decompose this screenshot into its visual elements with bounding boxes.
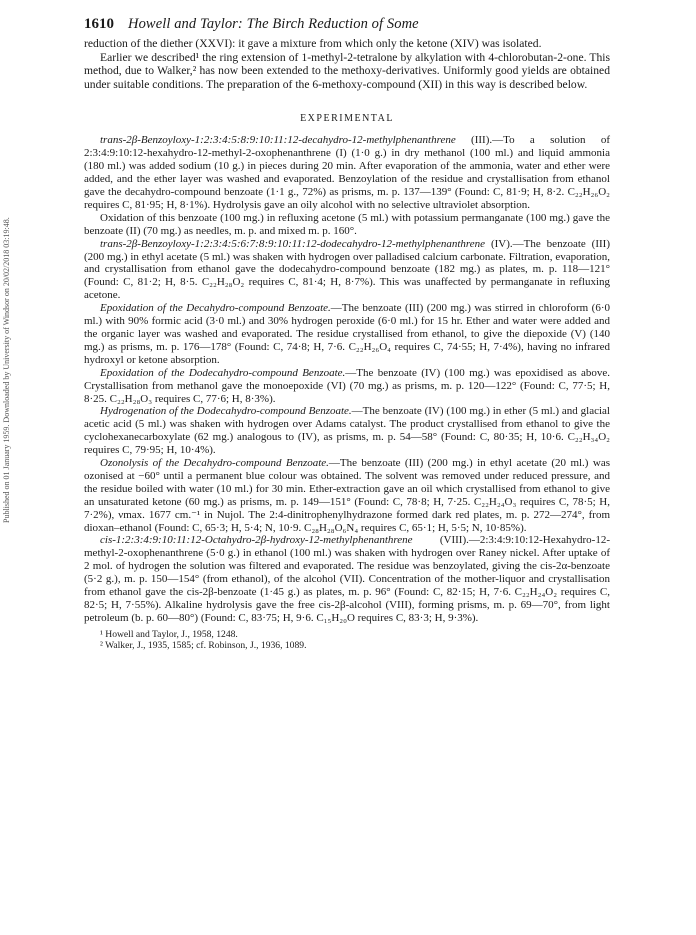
footnote: ² Walker, J., 1935, 1585; cf. Robinson, J., 1936, 1089. bbox=[100, 639, 307, 651]
journal-page bbox=[84, 16, 610, 651]
paragraph-lead: cis-1:2:3:4:9:10:11:12-Octahydro-2β-hydroxy-12-methylphenanthrene bbox=[100, 534, 413, 547]
paragraph-body: (III).—To a solution of 2:3:4:9:10:12-hexahydro-12-methyl-2-oxophenanthrene (I) (1·0 g.) in dry methanol (100 ml.) and liquid ammonia (180 ml.) was added sodium (10 g.) in pieces during 20 min. After evaporation of the ammonia, water and ether were added, and the ether layer was washed and evaporated. Benzoylation of the residue and crystallisation from ethanol gave the decahydro-compound benzoate (1·1 g., 72%) as prisms, m. p. 137—139° (Found: C, 81·9; H, 8·2. C₂₂H₂₆O₂ requires C, 81·95; H, 8·1%). Hydrolysis gave an oily alcohol with no selective ultraviolet absorption. bbox=[84, 134, 610, 211]
experimental-paragraph bbox=[84, 212, 610, 238]
paragraph-lead: Ozonolysis of the Decahydro-compound Benzoate. bbox=[100, 457, 329, 470]
experimental-paragraph bbox=[84, 238, 610, 303]
paragraph-body: (IV).—The benzoate (III) (200 mg.) in ethyl acetate (5 ml.) was shaken with hydrogen over palladised calcium carbonate. Filtration, evaporation, and crystallisation from ethanol gave the dodecahydro-compound benzoate (182 mg.) as plates, m. p. 118—121° (Found: C, 81·2; H, 8·5. C₂₂H₂₈O₂ requires C, 81·4; H, 8·7%). This was unaffected by permanganate in refluxing acetone. bbox=[84, 237, 610, 302]
paragraph-lead: trans-2β-Benzoyloxy-1:2:3:4:5:6:7:8:9:10:11:12-dodecahydro-12-methylphenanthrene bbox=[100, 237, 486, 250]
paragraph-body: —The benzoate (III) (200 mg.) was stirred in chloroform (6·0 ml.) with 90% formic acid (3·0 ml.) and 30% hydrogen peroxide (6·0 ml.) for 15 hr. Ether and water were added and the organic layer was washed and evaporated. The residue crystallised from ethanol, to give the diepoxide (V) (140 mg.) as prisms, m. p. 176—178° (Found: C, 74·8; H, 7·6. C₂₂H₂₆O₄ requires C, 74·55; H, 7·4%), having no infrared hydroxyl or ketone absorption. bbox=[84, 302, 610, 366]
intro-paragraph: Earlier we described¹ the ring extension of 1-methyl-2-tetralone by alkylation with 4-chlorobutan-2-one. This method, due to Walker,² has now been extended to the methoxy-derivatives. Uniformly good yields are obtained under suitable conditions. The preparation of the 6-methoxy-compound (XII) in this way is described below. bbox=[84, 50, 610, 91]
experimental-paragraph bbox=[84, 405, 610, 457]
page-header bbox=[84, 16, 610, 33]
experimental-paragraph bbox=[84, 457, 610, 534]
section-heading: EXPERIMENTAL bbox=[300, 113, 394, 125]
paragraph-lead: trans-2β-Benzoyloxy-1:2:3:4:5:8:9:10:11:12-decahydro-12-methylphenanthrene bbox=[100, 134, 456, 147]
paragraph-body: —The benzoate (IV) (100 mg.) was epoxidised as above. Crystallisation from methanol gave the monoepoxide (VI) (70 mg.) as prisms, m. p. 120—122° (Found: C, 77·5; H, 8·25. C₂₂H₂₈O₃ requires C, 77·6; H, 8·3%). bbox=[84, 366, 610, 405]
experimental-paragraph bbox=[84, 134, 610, 211]
paragraph-body: Oxidation of this benzoate (100 mg.) in refluxing acetone (5 ml.) with potassium permanganate (100 mg.) gave the benzoate (II) (70 mg.) as needles, m. p. and mixed m. p. 160°. bbox=[84, 211, 610, 237]
paragraph-lead: Hydrogenation of the Dodecahydro-compound Benzoate. bbox=[100, 405, 352, 418]
paragraph-body: (VIII).—2:3:4:9:10:12-Hexahydro-12-methyl-2-oxophenanthrene (5·0 g.) in ethanol (100 ml.) was shaken with hydrogen over Raney nickel. After uptake of 2 mol. of hydrogen the solution was filtered and evaporated. The residue was benzoylated, giving the cis-2α-benzoate (5·2 g.), m. p. 150—154° (from ethanol), of the alcohol (VII). Concentration of the mother-liquor and crystallisation from ethanol gave the cis-2β-benzoate (1·45 g.) as plates, m. p. 96° (Found: C, 82·15; H, 7·6. C₂₂H₂₄O₂ requires C, 82·5; H, 7·55%). Alkaline hydrolysis gave the free cis-2β-alcohol (VIII), forming prisms, m. p. 69—70°, from light petroleum (b. p. 60—80°) (Found: C, 83·75; H, 9·6. C₁₅H₂₀O requires C, 83·3; H, 9·3%). bbox=[84, 534, 610, 624]
paragraph-lead: Epoxidation of the Dodecahydro-compound Benzoate. bbox=[100, 366, 346, 379]
experimental-paragraph bbox=[84, 367, 610, 406]
experimental-section bbox=[84, 134, 610, 624]
page-number: 1610 bbox=[84, 16, 114, 32]
experimental-paragraph bbox=[84, 534, 610, 624]
intro-text bbox=[84, 37, 610, 91]
footnote: ¹ Howell and Taylor, J., 1958, 1248. bbox=[100, 628, 238, 640]
paragraph-body: —The benzoate (IV) (100 mg.) in ether (5 ml.) and glacial acetic acid (5 ml.) was shaken with hydrogen over Adams catalyst. The product crystallised from ethanol to give the cyclohexanecarboxylate (62 mg.) analogous to (IV), as prisms, m. p. 54—58° (Found: C, 80·35; H, 10·6. C₂₂H₃₄O₂ requires C, 79·95; H, 10·4%). bbox=[84, 405, 610, 457]
intro-paragraph: reduction of the diether (XXVI): it gave a mixture from which only the ketone (XIV) was isolated. bbox=[84, 37, 542, 50]
paragraph-body: —The benzoate (III) (200 mg.) in ethyl acetate (20 ml.) was ozonised at −60° until a permanent blue colour was obtained. The solvent was removed under reduced pressure, and the residue boiled with water (10 ml.) for 30 min. Ether-extraction gave an oil which crystallised from ethanol to give an unsaturated ketone (60 mg.) as prisms, m. p. 149—151° (Found: C, 78·8; H, 7·25. C₂₂H₂₄O₃ requires C, 78·5; H, 7·2%), νmax. 1677 cm.⁻¹ in Nujol. The 2:4-dinitrophenylhydrazone formed dark red plates, m. p. 272—274°, from dioxan–ethanol (Found: C, 65·3; H, 5·4; N, 10·9. C₂₈H₂₈O₆N₄ requires C, 65·1; H, 5·5; N, 10·85%). bbox=[84, 457, 610, 534]
experimental-paragraph bbox=[84, 302, 610, 367]
footnotes bbox=[84, 629, 610, 651]
running-title: Howell and Taylor: The Birch Reduction of Some bbox=[128, 16, 419, 32]
download-watermark: Published on 01 January 1959. Downloaded by University of Windsor on 20/02/2018 03:19:48. bbox=[2, 217, 11, 523]
paragraph-lead: Epoxidation of the Decahydro-compound Benzoate. bbox=[100, 302, 331, 315]
